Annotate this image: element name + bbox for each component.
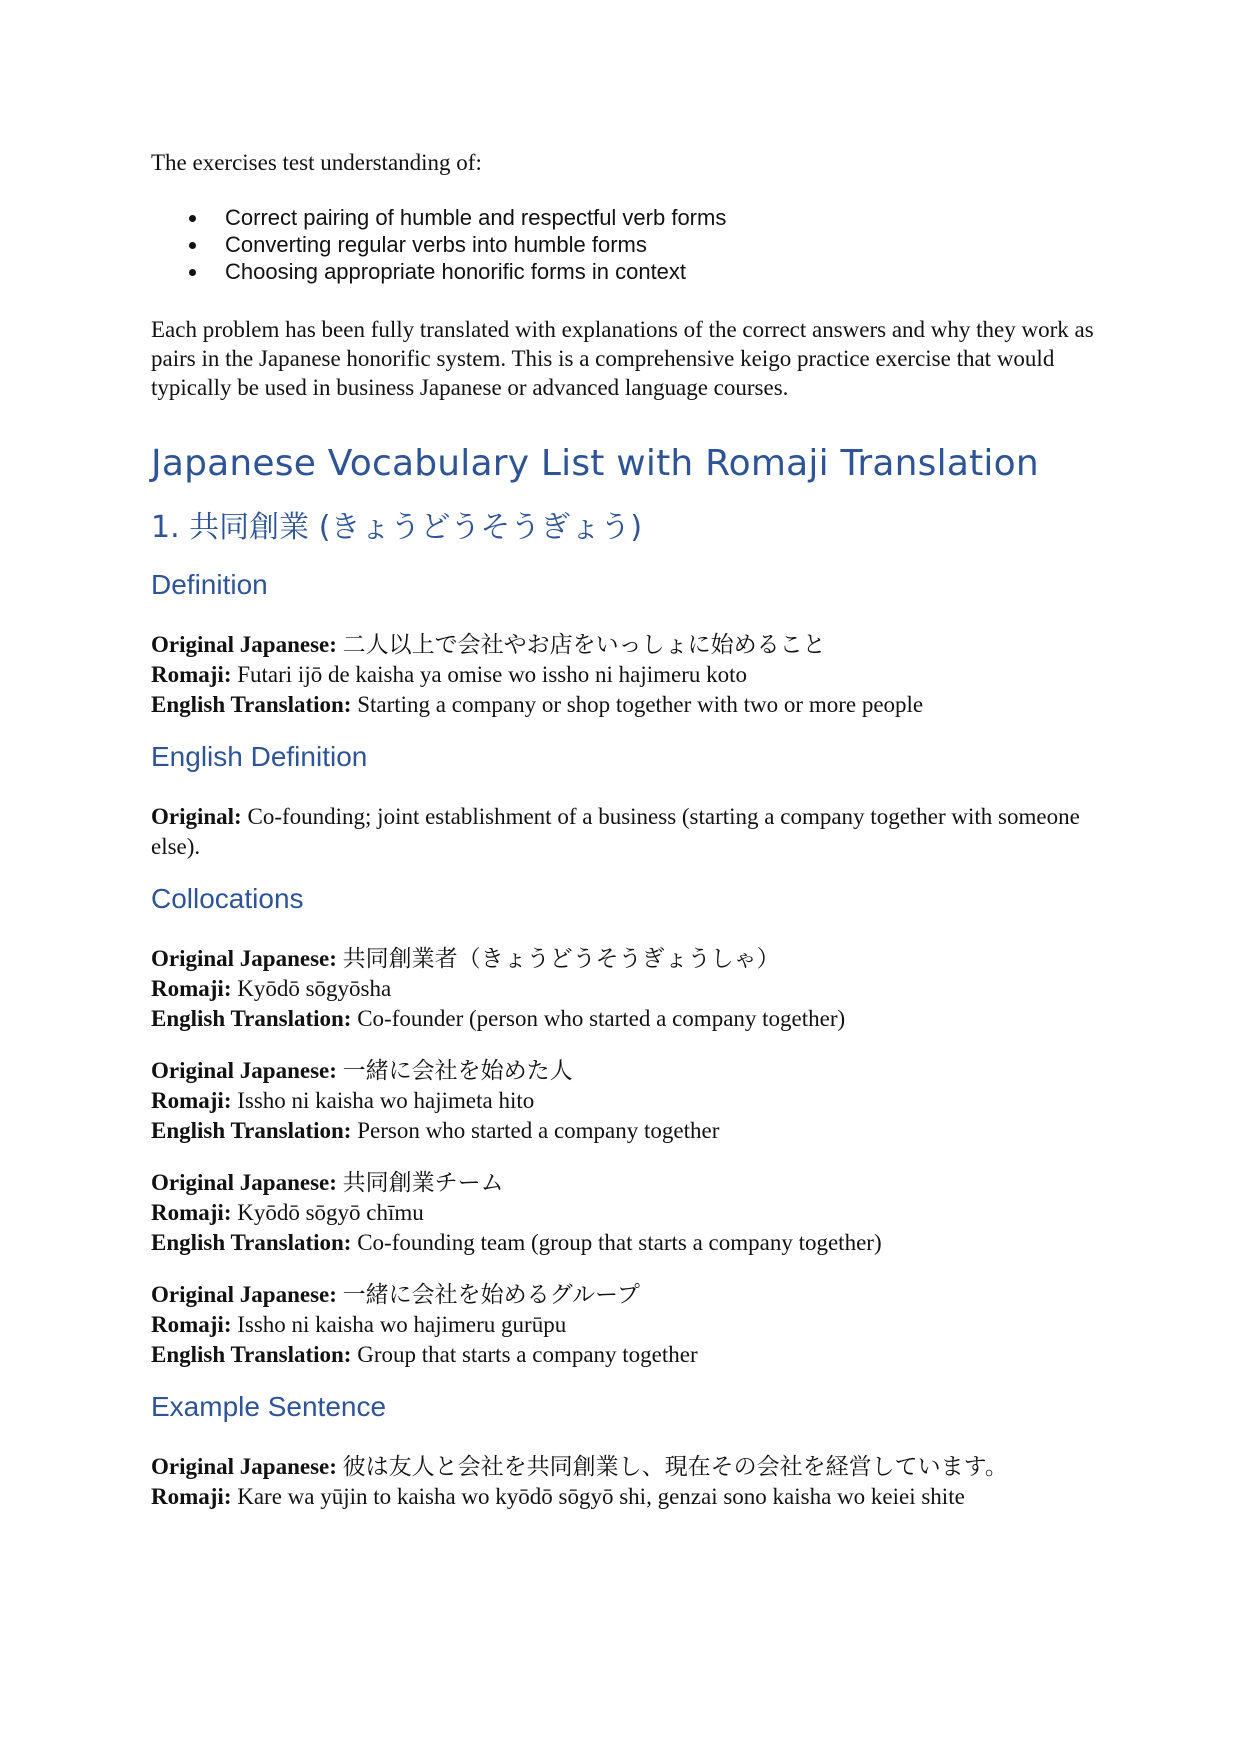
collocation-item	[151, 1280, 1101, 1370]
collocation-english: Co-founder (person who started a company together)	[357, 1006, 846, 1031]
list-item	[151, 258, 1101, 285]
definition-block	[151, 630, 1101, 720]
original-japanese-label: Original Japanese:	[151, 632, 337, 657]
collocation-japanese: 共同創業者（きょうどうそうぎょうしゃ）	[342, 946, 780, 971]
list-item	[151, 231, 1101, 258]
collocation-japanese: 共同創業チーム	[342, 1170, 504, 1195]
original-japanese-label: Original Japanese:	[151, 1454, 337, 1479]
summary-paragraph: Each problem has been fully translated with explanations of the correct answers and why they work as pairs in the Japanese honorific system. This is a comprehensive keigo practice exercise that would typically be used in business Japanese or advanced language courses.	[151, 317, 1094, 400]
definition-romaji-line	[151, 660, 1101, 690]
collocation-japanese-line	[151, 944, 1101, 974]
english-definition-text: Co-founding; joint establishment of a business (starting a company together with someone else).	[151, 804, 1080, 859]
romaji-label: Romaji:	[151, 976, 232, 1001]
example-japanese-line	[151, 1452, 1101, 1482]
original-japanese-label: Original Japanese:	[151, 1058, 337, 1083]
collocation-romaji-line	[151, 1310, 1101, 1340]
collocation-english-line	[151, 1004, 1101, 1034]
bullet-dot-icon	[189, 242, 196, 249]
definition-english: Starting a company or shop together with two or more people	[357, 692, 924, 717]
definition-japanese: 二人以上で会社やお店をいっしょに始めること	[342, 632, 826, 657]
list-item	[151, 204, 1101, 231]
bullet-dot-icon	[189, 215, 196, 222]
original-label: Original:	[151, 804, 242, 829]
english-translation-label: English Translation:	[151, 1230, 352, 1255]
collocation-romaji: Issho ni kaisha wo hajimeru gurūpu	[237, 1312, 567, 1337]
collocation-japanese-line	[151, 1168, 1101, 1198]
collocation-item	[151, 1168, 1101, 1258]
collocation-japanese: 一緒に会社を始めた人	[342, 1058, 573, 1083]
collocation-romaji: Kyōdō sōgyō chīmu	[237, 1200, 424, 1225]
original-japanese-label: Original Japanese:	[151, 1282, 337, 1307]
english-translation-label: English Translation:	[151, 1118, 352, 1143]
example-sentence-block	[151, 1452, 1101, 1512]
example-japanese: 彼は友人と会社を共同創業し、現在その会社を経営しています。	[342, 1454, 1008, 1479]
definition-english-line	[151, 690, 1101, 720]
collocation-romaji: Kyōdō sōgyōsha	[237, 976, 392, 1001]
bullet-dot-icon	[189, 269, 196, 276]
original-japanese-label: Original Japanese:	[151, 946, 337, 971]
collocation-romaji-line	[151, 1198, 1101, 1228]
collocation-japanese: 一緒に会社を始めるグループ	[342, 1282, 640, 1307]
romaji-label: Romaji:	[151, 1484, 232, 1509]
example-romaji: Kare wa yūjin to kaisha wo kyōdō sōgyō shi, genzai sono kaisha wo keiei shite	[237, 1484, 965, 1509]
definition-japanese-line	[151, 630, 1101, 660]
english-translation-label: English Translation:	[151, 1006, 352, 1031]
romaji-label: Romaji:	[151, 662, 232, 687]
romaji-label: Romaji:	[151, 1312, 232, 1337]
definition-heading: Definition	[151, 569, 268, 600]
definition-romaji: Futari ijō de kaisha ya omise wo issho ni hajimeru koto	[237, 662, 747, 687]
list-item-text: Choosing appropriate honorific forms in context	[225, 259, 687, 284]
english-translation-label: English Translation:	[151, 692, 352, 717]
collocation-english: Person who started a company together	[357, 1118, 720, 1143]
collocation-romaji: Issho ni kaisha wo hajimeta hito	[237, 1088, 535, 1113]
collocation-english: Co-founding team (group that starts a company together)	[357, 1230, 882, 1255]
list-item-text: Correct pairing of humble and respectful verb forms	[225, 205, 727, 230]
collocation-japanese-line	[151, 1280, 1101, 1310]
romaji-label: Romaji:	[151, 1200, 232, 1225]
collocation-english: Group that starts a company together	[357, 1342, 698, 1367]
exercise-topics-list	[151, 204, 1101, 285]
collocation-romaji-line	[151, 974, 1101, 1004]
collocation-english-line	[151, 1228, 1101, 1258]
collocations-heading: Collocations	[151, 883, 304, 914]
english-definition-block	[151, 802, 1101, 862]
collocation-romaji-line	[151, 1086, 1101, 1116]
collocation-english-line	[151, 1340, 1101, 1370]
collocation-japanese-line	[151, 1056, 1101, 1086]
english-translation-label: English Translation:	[151, 1342, 352, 1367]
example-sentence-heading: Example Sentence	[151, 1391, 387, 1422]
main-heading: Japanese Vocabulary List with Romaji Translation	[151, 443, 1039, 484]
original-japanese-label: Original Japanese:	[151, 1170, 337, 1195]
romaji-label: Romaji:	[151, 1088, 232, 1113]
english-definition-heading: English Definition	[151, 741, 368, 772]
intro-text: The exercises test understanding of:	[151, 150, 482, 175]
list-item-text: Converting regular verbs into humble forms	[225, 232, 647, 257]
collocation-item	[151, 944, 1101, 1034]
collocation-english-line	[151, 1116, 1101, 1146]
collocation-item	[151, 1056, 1101, 1146]
entry-heading: 1. 共同創業 (きょうどうそうぎょう)	[151, 510, 643, 545]
document-page	[151, 148, 1101, 1512]
example-romaji-line	[151, 1482, 1101, 1512]
